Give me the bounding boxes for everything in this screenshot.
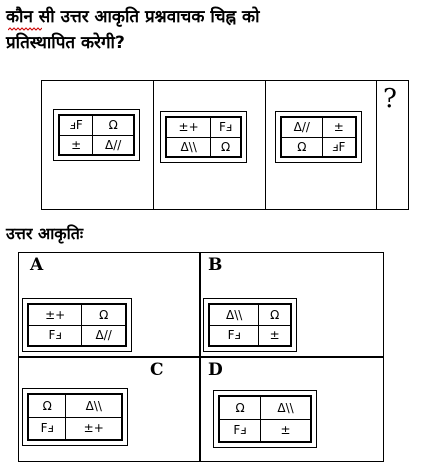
figure-cell: ⅎF: [60, 116, 93, 136]
figure-cell: Δ//: [82, 325, 126, 346]
option-a-figure[interactable]: [22, 298, 132, 352]
figure-cell: Fⅎ: [220, 419, 261, 442]
figure-cell: ±: [261, 419, 311, 442]
figure-cell: Δ\\: [167, 137, 211, 157]
option-d-figure[interactable]: [213, 390, 317, 448]
figure-cell: Δ\\: [66, 395, 122, 418]
question-mark: ?: [383, 84, 397, 114]
option-c-label: C: [150, 360, 164, 380]
figure-cell: Δ//: [93, 135, 134, 155]
figure-cell: Ω: [82, 305, 126, 326]
figure-cell: Ω: [282, 137, 323, 157]
question-line-1: कौन सी उत्तर आकृति प्रश्नवाचक चिह्न को: [6, 7, 260, 27]
figure-cell: ±: [322, 118, 355, 138]
problem-figure-3: [275, 111, 362, 163]
question-line-2: प्रतिस्थापित करेगी?: [6, 33, 125, 53]
figure-cell: Δ\\: [210, 305, 259, 326]
figure-cell: ±: [60, 135, 93, 155]
figure-cell: Fⅎ: [29, 325, 82, 346]
figure-cell: Ω: [259, 305, 291, 326]
question-text: [6, 4, 418, 56]
figure-cell: ⅎF: [322, 137, 355, 157]
figure-cell: Ω: [211, 137, 241, 157]
figure-cell: Ω: [220, 397, 261, 420]
problem-figure-2: [160, 111, 247, 163]
figure-cell: Ω: [29, 395, 66, 418]
options-divider-vertical: [199, 252, 201, 462]
figure-cell: Fⅎ: [210, 325, 259, 346]
option-a-label: A: [30, 255, 44, 275]
figure-cell: Ω: [93, 116, 134, 136]
figure-cell: Fⅎ: [211, 118, 241, 138]
option-b-label: B: [208, 255, 223, 275]
figure-cell: ±+: [66, 417, 122, 440]
answer-figures-label: उत्तर आकृतिः: [6, 224, 84, 243]
problem-figure-1: [53, 109, 140, 161]
figure-cell: Δ//: [282, 118, 323, 138]
figure-cell: Fⅎ: [29, 417, 66, 440]
figure-cell: Δ\\: [261, 397, 311, 420]
figure-cell: ±: [259, 325, 291, 346]
option-c-figure[interactable]: [22, 388, 128, 446]
figure-cell: ±+: [29, 305, 82, 326]
spellcheck-underline-icon: [8, 27, 42, 31]
option-b-figure[interactable]: [203, 298, 297, 352]
figure-cell: ±+: [167, 118, 211, 138]
options-divider-horizontal: [18, 356, 384, 358]
option-d-label: D: [208, 360, 223, 380]
